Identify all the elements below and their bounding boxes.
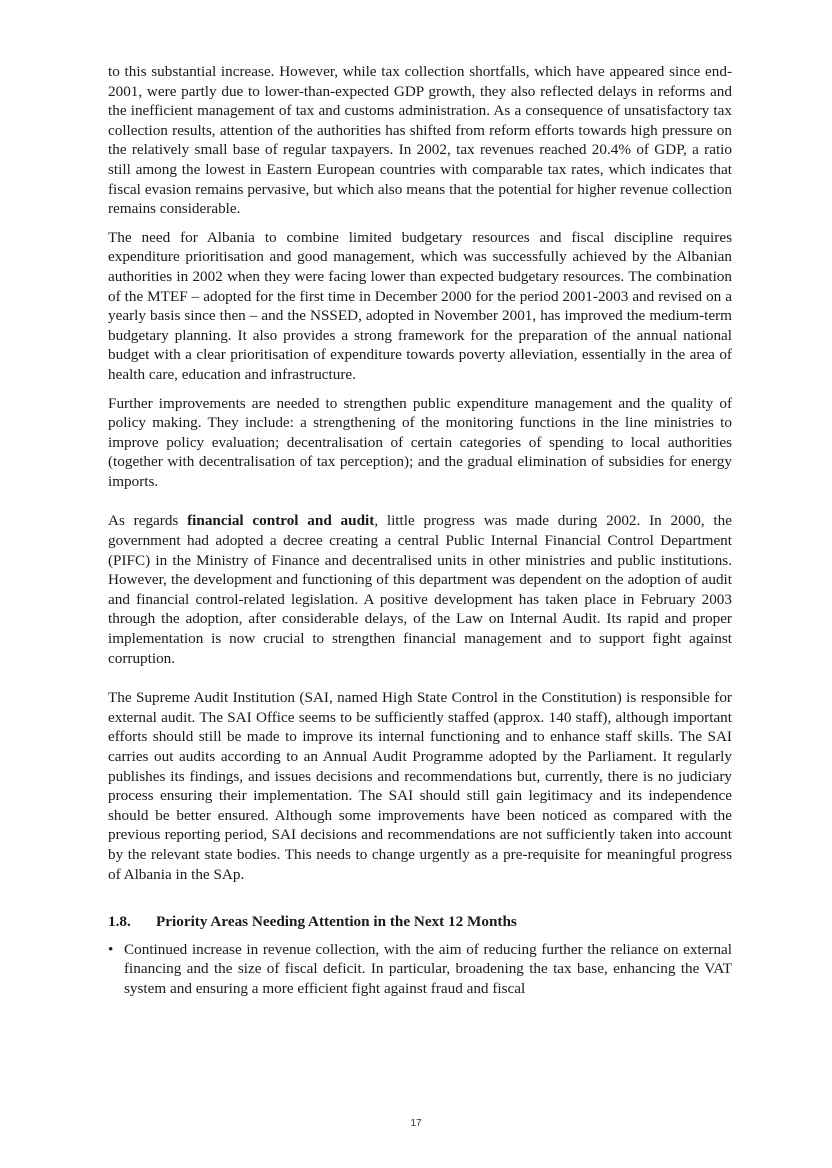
document-page <box>108 62 732 999</box>
paragraph-financial-control-rest: , little progress was made during 2002. In 2000, the government had adopted a decree creating a central Public Internal Financial Control Department (PIFC) in the Ministry of Finance and decentralised units in other ministries and public institutions. However, the development and functioning of this department was dependent on the adoption of audit and financial control-related legislation. A positive development has taken place in February 2003 through the adoption, after considerable delays, of the Law on Internal Audit. Its rapid and proper implementation is now crucial to strengthen financial management and to support fight against corruption. <box>108 512 732 667</box>
paragraph-supreme-audit: The Supreme Audit Institution (SAI, named High State Control in the Constitution) is responsible for external audit. The SAI Office seems to be sufficiently staffed (approx. 140 staff), although important efforts should still be made to improve its internal functioning and to enhance staff skills. The SAI carries out audits according to an Annual Audit Programme adopted by the Parliament. It regularly publishes its findings, and issues decisions and recommendations but, currently, there is no judiciary process ensuring their implementation. The SAI should still gain legitimacy and its independence should be better ensured. Although some improvements have been noticed as compared with the previous reporting period, SAI decisions and recommendations are not sufficiently taken into account by the relevant state bodies. This needs to change urgently as a pre-requisite for meaningful progress of Albania in the SAp. <box>108 689 732 883</box>
paragraph-budget-prioritisation: The need for Albania to combine limited budgetary resources and fiscal discipline requires expenditure prioritisation and good management, which was successfully achieved by the Albanian authorities in 2002 when they were facing lower than expected budgetary resources. The combination of the MTEF – adopted for the first time in December 2000 for the period 2001-2003 and revised on a yearly basis since then – and the NSSED, adopted in November 2001, has improved the medium-term budgetary planning. It also provides a strong framework for the preparation of the annual national budget with a clear prioritisation of expenditure towards poverty alleviation, essentially in the area of health care, education and infrastructure. <box>108 228 732 383</box>
page-number: 17 <box>410 1118 422 1129</box>
priority-list <box>108 940 732 999</box>
paragraph-financial-control <box>108 511 732 668</box>
paragraph-further-improvements: Further improvements are needed to strengthen public expenditure management and the quality of policy making. They include: a strengthening of the monitoring functions in the line ministries to improve policy evaluation; decentralisation of certain categories of spending to local authorities (together with decentralisation of tax perception); and the gradual elimination of subsidies for energy imports. <box>108 394 732 490</box>
section-number: 1.8. <box>108 913 131 931</box>
bullet-icon: • <box>108 940 114 958</box>
financial-control-bold-term: financial control and audit <box>187 512 375 530</box>
section-title: Priority Areas Needing Attention in the Next 12 Months <box>156 913 517 931</box>
paragraph-financial-control-prefix: As regards <box>108 512 188 530</box>
paragraph-tax-collection: to this substantial increase. However, while tax collection shortfalls, which have appeared since end-2001, were partly due to lower-than-expected GDP growth, they also reflected delays in reforms and the inefficient management of tax and customs administration. As a consequence of unsatisfactory tax collection results, attention of the authorities has shifted from reform efforts towards high pressure on the relatively small base of regular taxpayers. In 2002, tax revenues reached 20.4% of GDP, a ratio still among the lowest in Eastern European countries with comparable tax rates, which indicates that fiscal evasion remains pervasive, but which also means that the potential for higher revenue collection remains considerable. <box>108 63 732 218</box>
list-item-text: Continued increase in revenue collection, with the aim of reducing further the reliance on external financing and the size of fiscal deficit. In particular, broadening the tax base, enhancing the VAT system and ensuring a more efficient fight against fraud and fiscal <box>124 940 732 997</box>
list-item <box>108 940 732 999</box>
section-heading <box>108 912 732 932</box>
